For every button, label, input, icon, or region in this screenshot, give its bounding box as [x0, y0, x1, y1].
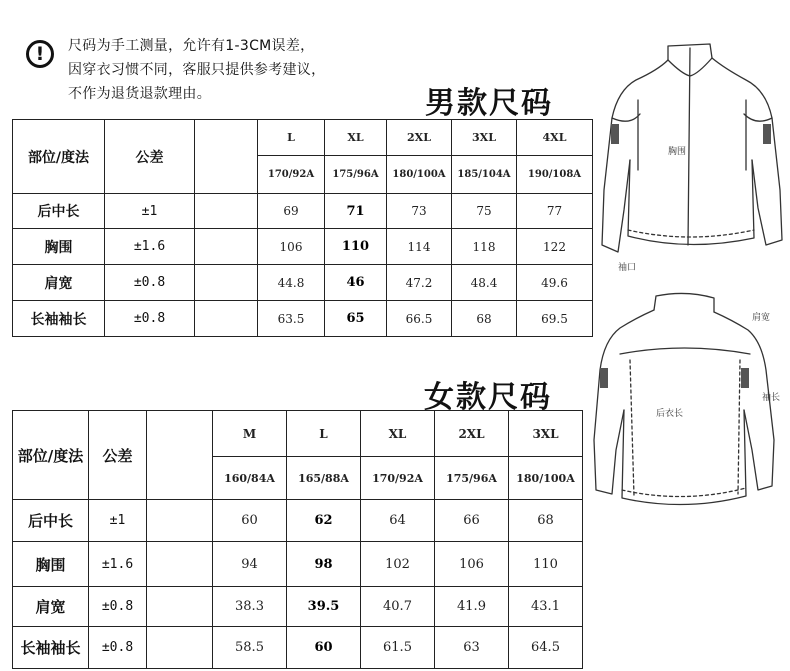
value-cell: 110	[509, 542, 583, 587]
height-cell: 170/92A	[361, 457, 435, 500]
table-row	[13, 411, 583, 457]
notice-text	[68, 34, 388, 106]
jacket-back-drawing	[590, 290, 780, 520]
blank-cell	[195, 194, 258, 229]
table-row	[13, 265, 593, 301]
value-cell: 75	[452, 194, 517, 229]
value-cell: 66	[435, 500, 509, 542]
tolerance-cell: ±1.6	[105, 229, 195, 265]
back-length-label: 后衣长	[656, 409, 684, 419]
height-cell: 175/96A	[325, 156, 387, 194]
row-label: 肩宽	[13, 265, 105, 301]
row-label: 长袖袖长	[13, 301, 105, 337]
value-cell: 62	[287, 500, 361, 542]
table-row	[13, 542, 583, 587]
blank-cell	[147, 542, 213, 587]
row-label: 肩宽	[13, 587, 89, 627]
part-header: 部位/度法	[13, 120, 105, 194]
value-cell: 61.5	[361, 627, 435, 669]
value-cell: 73	[387, 194, 452, 229]
value-cell: 46	[325, 265, 387, 301]
notice-line: 尺码为手工测量，允许有1-3CM误差，	[68, 38, 315, 54]
value-cell: 69	[258, 194, 325, 229]
size-header: XL	[325, 120, 387, 156]
size-header: M	[213, 411, 287, 457]
men-size-title: 男款尺码	[425, 86, 553, 121]
value-cell: 63	[435, 627, 509, 669]
value-cell: 114	[387, 229, 452, 265]
row-label: 长袖袖长	[13, 627, 89, 669]
value-cell: 63.5	[258, 301, 325, 337]
table-row	[13, 194, 593, 229]
height-cell: 180/100A	[509, 457, 583, 500]
size-header: 2XL	[435, 411, 509, 457]
row-label: 胸围	[13, 542, 89, 587]
notice-line: 不作为退货退款理由。	[68, 86, 211, 102]
table-row	[13, 627, 583, 669]
notice-line: 因穿衣习惯不同，客服只提供参考建议，	[68, 62, 326, 78]
row-label: 后中长	[13, 194, 105, 229]
tolerance-header: 公差	[89, 411, 147, 500]
blank-cell	[195, 229, 258, 265]
value-cell: 49.6	[517, 265, 593, 301]
value-cell: 41.9	[435, 587, 509, 627]
tolerance-cell: ±1	[105, 194, 195, 229]
size-header: 3XL	[509, 411, 583, 457]
height-cell: 170/92A	[258, 156, 325, 194]
table-row	[13, 500, 583, 542]
height-cell: 185/104A	[452, 156, 517, 194]
size-header: 4XL	[517, 120, 593, 156]
height-cell: 160/84A	[213, 457, 287, 500]
size-header: XL	[361, 411, 435, 457]
cuff-label: 袖口	[618, 263, 637, 273]
value-cell: 40.7	[361, 587, 435, 627]
blank-cell	[147, 411, 213, 500]
value-cell: 60	[287, 627, 361, 669]
blank-cell	[147, 587, 213, 627]
value-cell: 47.2	[387, 265, 452, 301]
value-cell: 44.8	[258, 265, 325, 301]
value-cell: 66.5	[387, 301, 452, 337]
value-cell: 106	[435, 542, 509, 587]
tolerance-cell: ±1.6	[89, 542, 147, 587]
women-size-table	[12, 410, 583, 669]
tolerance-cell: ±0.8	[105, 301, 195, 337]
tolerance-cell: ±0.8	[105, 265, 195, 301]
tolerance-cell: ±0.8	[89, 627, 147, 669]
value-cell: 69.5	[517, 301, 593, 337]
value-cell: 68	[452, 301, 517, 337]
tolerance-header: 公差	[105, 120, 195, 194]
shoulder-label: 肩宽	[752, 313, 771, 323]
size-header: 2XL	[387, 120, 452, 156]
height-cell: 175/96A	[435, 457, 509, 500]
tolerance-cell: ±1	[89, 500, 147, 542]
value-cell: 118	[452, 229, 517, 265]
tolerance-cell: ±0.8	[89, 587, 147, 627]
women-size-title: 女款尺码	[424, 380, 552, 415]
table-row	[13, 229, 593, 265]
value-cell: 43.1	[509, 587, 583, 627]
value-cell: 60	[213, 500, 287, 542]
value-cell: 39.5	[287, 587, 361, 627]
size-header: L	[287, 411, 361, 457]
men-size-table	[12, 119, 593, 337]
jacket-front-drawing	[598, 40, 788, 280]
sleeve-label: 袖长	[762, 393, 781, 403]
value-cell: 48.4	[452, 265, 517, 301]
value-cell: 106	[258, 229, 325, 265]
jacket-front-illustration	[598, 40, 788, 280]
row-label: 后中长	[13, 500, 89, 542]
blank-cell	[147, 627, 213, 669]
value-cell: 98	[287, 542, 361, 587]
value-cell: 64	[361, 500, 435, 542]
height-cell: 190/108A	[517, 156, 593, 194]
value-cell: 65	[325, 301, 387, 337]
blank-cell	[195, 265, 258, 301]
blank-cell	[195, 301, 258, 337]
value-cell: 71	[325, 194, 387, 229]
value-cell: 58.5	[213, 627, 287, 669]
exclamation-circle-icon: !	[26, 40, 54, 68]
table-row	[13, 120, 593, 156]
value-cell: 102	[361, 542, 435, 587]
height-cell: 180/100A	[387, 156, 452, 194]
height-cell: 165/88A	[287, 457, 361, 500]
value-cell: 77	[517, 194, 593, 229]
chest-label: 胸围	[668, 147, 687, 157]
table-row	[13, 301, 593, 337]
blank-cell	[147, 500, 213, 542]
value-cell: 110	[325, 229, 387, 265]
value-cell: 94	[213, 542, 287, 587]
size-header: L	[258, 120, 325, 156]
value-cell: 68	[509, 500, 583, 542]
value-cell: 122	[517, 229, 593, 265]
size-header: 3XL	[452, 120, 517, 156]
jacket-back-illustration	[590, 290, 788, 520]
part-header: 部位/度法	[13, 411, 89, 500]
table-row	[13, 587, 583, 627]
value-cell: 64.5	[509, 627, 583, 669]
row-label: 胸围	[13, 229, 105, 265]
blank-cell	[195, 120, 258, 194]
value-cell: 38.3	[213, 587, 287, 627]
